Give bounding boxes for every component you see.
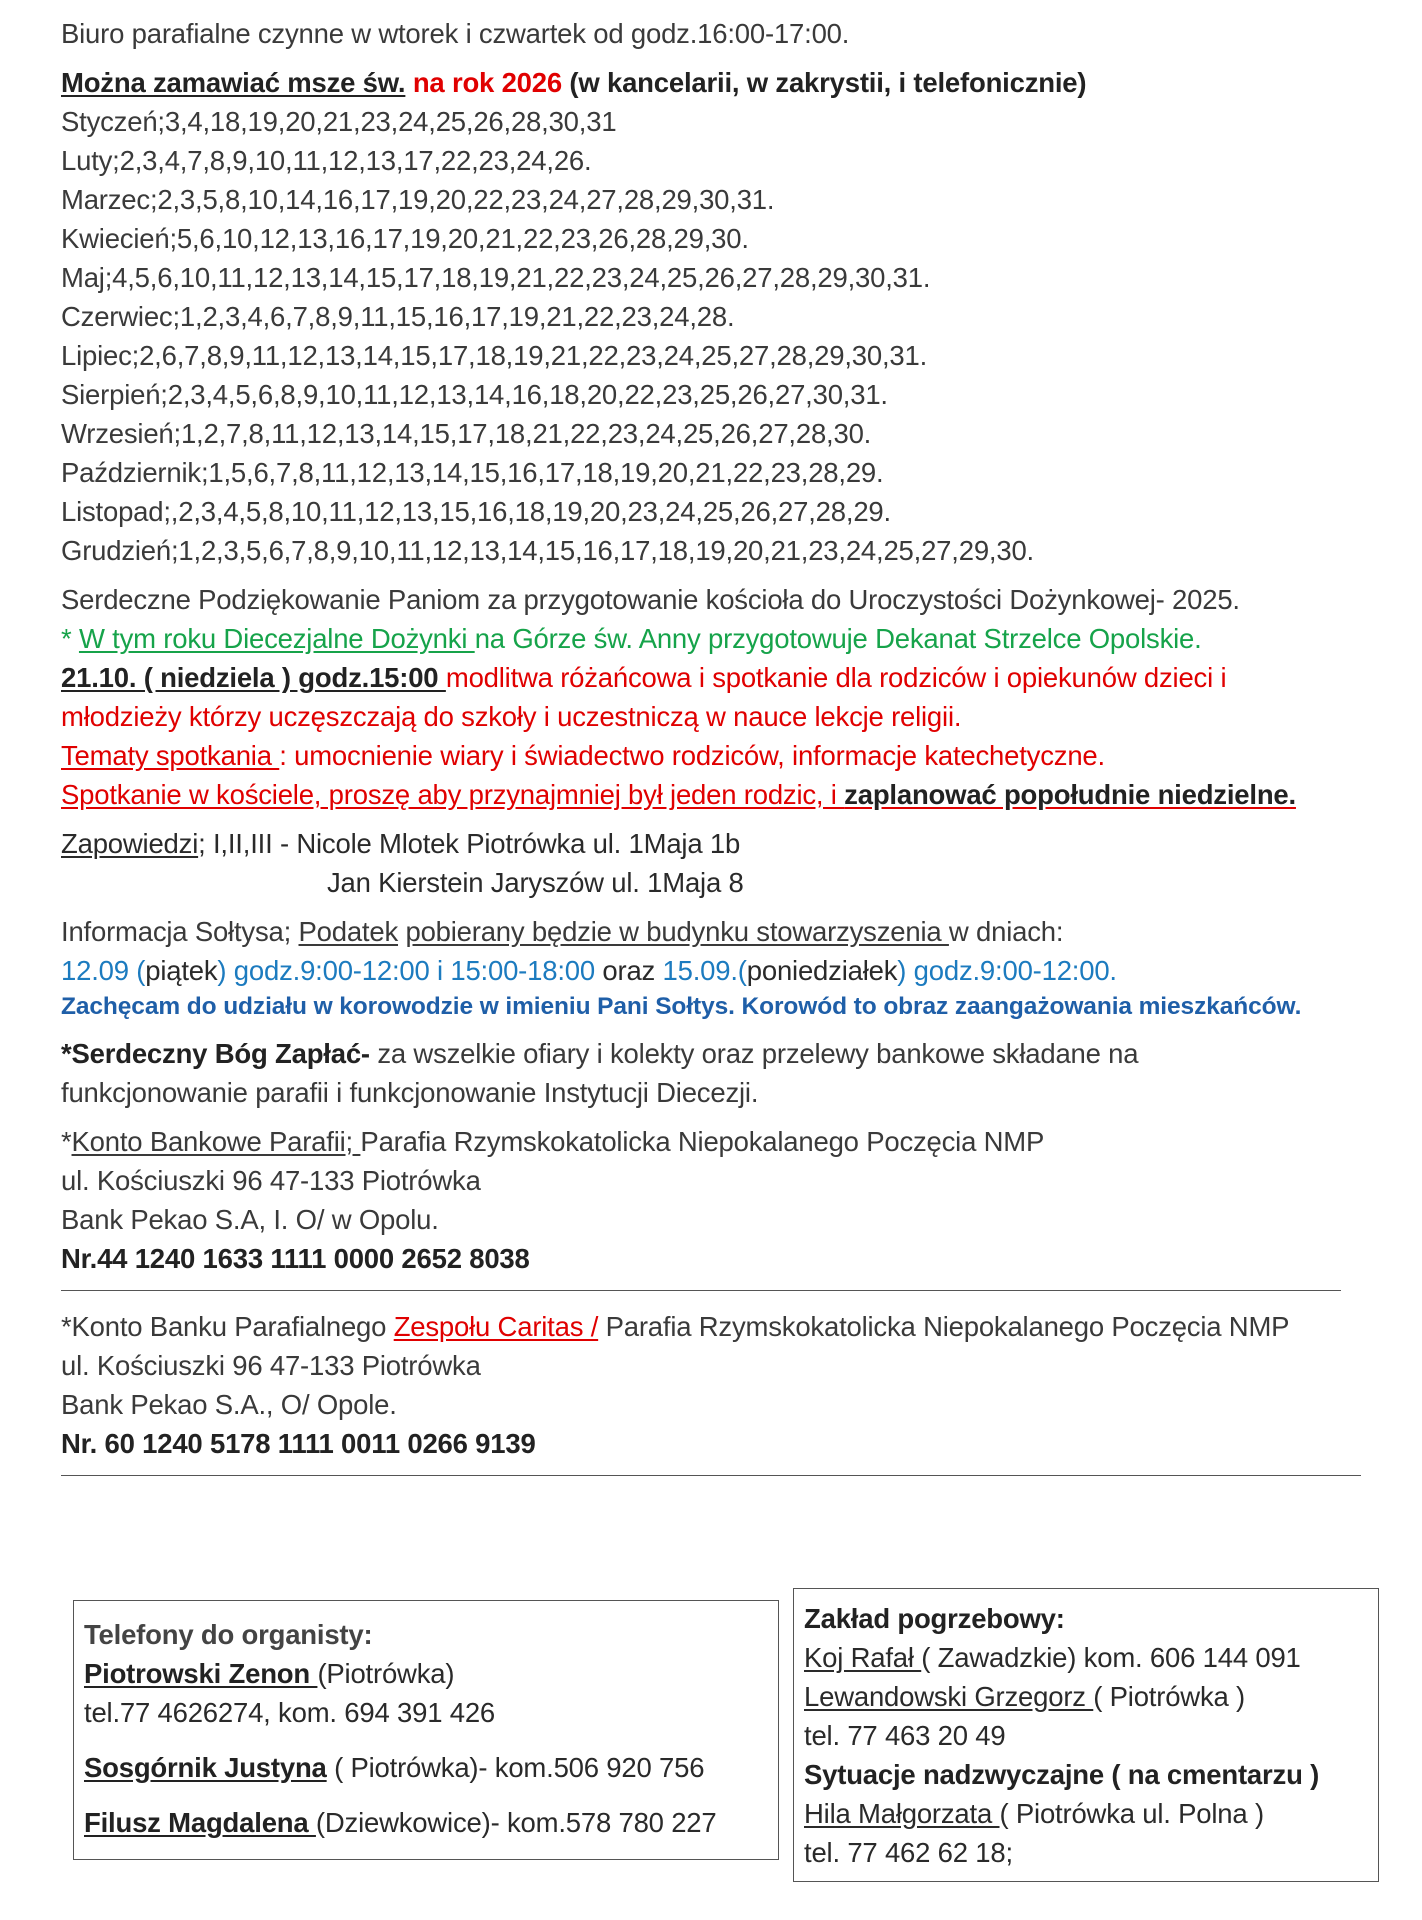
day-monday: poniedziałek (746, 955, 898, 986)
meeting-parents-note (61, 775, 1381, 814)
harvest-star: * (61, 623, 79, 654)
and-word: oraz (602, 955, 656, 986)
caritas-account-line (61, 1307, 1381, 1346)
organist-3-name: Filusz Magdalena (84, 1807, 316, 1838)
date-2: 15.09.( (655, 955, 747, 986)
month-december: Grudzień;1,2,3,5,6,7,8,9,10,11,12,13,14,15,16,17,18,19,20,21,23,24,25,27,29,30. (61, 535, 1034, 566)
meeting-text-1: modlitwa różańcowa i spotkanie dla rodziców i opiekunów dzieci i (445, 662, 1227, 693)
donations-text: za wszelkie ofiary i kolekty oraz przelewy bankowe składane na (369, 1038, 1139, 1069)
caritas-number: Nr. 60 1240 5178 1111 0011 0266 9139 (61, 1428, 536, 1459)
emergency-heading: Sytuacje nadzwyczajne ( na cmentarzu ) (804, 1759, 1320, 1790)
funeral-2-phone: tel. 77 463 20 49 (804, 1720, 1006, 1751)
meeting-topics-text: : umocnienie wiary i świadectwo rodziców, informacje katechetyczne. (279, 740, 1105, 771)
date-1: 12.09 ( (61, 955, 146, 986)
month-may: Maj;4,5,6,10,11,12,13,14,15,17,18,19,21,22,23,24,25,26,27,28,29,30,31. (61, 262, 931, 293)
parish-account-bank: Bank Pekao S.A, I. O/ w Opolu. (61, 1204, 439, 1235)
organist-3-details: (Dziewkowice)- kom.578 780 227 (315, 1807, 717, 1838)
soltys-days: w dniach: (948, 916, 1064, 947)
organist-2-details: ( Piotrówka)- kom.506 920 756 (326, 1752, 705, 1783)
organist-box-title: Telefony do organisty: (84, 1619, 373, 1650)
donations-thanks: *Serdeczny Bóg Zapłać- (61, 1038, 370, 1069)
soltys-location: pobierany będzie w budynku stowarzyszenia (405, 916, 949, 947)
funeral-3-place: ( Piotrówka ul. Polna ) (999, 1798, 1264, 1829)
organist-1-phone: tel.77 4626274, kom. 694 391 426 (84, 1697, 496, 1728)
funeral-2 (804, 1677, 1368, 1716)
mass-orders-heading-main: Można zamawiać msze św. (61, 67, 406, 98)
month-october: Październik;1,5,6,7,8,11,12,13,14,15,16,17,18,19,20,21,22,23,28,29. (61, 457, 884, 488)
parade-invite: Zachęcam do udziału w korowodzie w imieniu Pani Sołtys. Korowód to obraz zaangażowania mieszkańców. (61, 993, 1302, 1020)
funeral-box-title: Zakład pogrzebowy: (804, 1603, 1065, 1634)
funeral-2-place: ( Piotrówka ) (1093, 1681, 1246, 1712)
banns-suffix: ; I,II,III - (198, 828, 297, 859)
banns-person-1: Nicole Mlotek Piotrówka ul. 1Maja 1b (296, 828, 741, 859)
soltys-tax: Podatek (298, 916, 399, 947)
meeting-plan-afternoon: zaplanować popołudnie niedzielne. (844, 779, 1296, 810)
soltys-info (61, 912, 1381, 951)
funeral-1 (804, 1638, 1368, 1677)
organist-3 (84, 1803, 768, 1842)
parish-account-star: * (61, 1126, 72, 1157)
mass-dates-list (61, 102, 1381, 570)
bulletin-page (61, 14, 1381, 1492)
meeting-line-1 (61, 658, 1381, 697)
organist-contacts-box (73, 1600, 779, 1860)
organist-1-name: Piotrowski Zenon (84, 1658, 318, 1689)
month-august: Sierpień;2,3,4,5,6,8,9,10,11,12,13,14,16,18,20,22,23,25,26,27,30,31. (61, 379, 888, 410)
banns-line-1 (61, 824, 1381, 863)
thanks-note: Serdeczne Podziękowanie Paniom za przygotowanie kościoła do Uroczystości Dożynkowej- 2025. (61, 584, 1240, 615)
month-march: Marzec;2,3,5,8,10,14,16,17,19,20,22,23,24,27,28,29,30,31. (61, 184, 775, 215)
mass-orders-year: na rok 2026 (405, 67, 562, 98)
caritas-bank: Bank Pekao S.A., O/ Opole. (61, 1389, 397, 1420)
parish-account-name: Parafia Rzymskokatolicka Niepokalanego Poczęcia NMP (360, 1126, 1045, 1157)
funeral-3-name: Hila Małgorzata (804, 1798, 1000, 1829)
day-friday: piątek (145, 955, 218, 986)
month-september: Wrzesień;1,2,7,8,11,12,13,14,15,17,18,21,22,23,24,25,26,27,28,30. (61, 418, 872, 449)
caritas-address: ul. Kościuszki 96 47-133 Piotrówka (61, 1350, 481, 1381)
month-april: Kwiecień;5,6,10,12,13,16,17,19,20,21,22,23,26,28,29,30. (61, 223, 749, 254)
meeting-parents-text: Spotkanie w kościele, proszę aby przynajmniej był jeden rodzic, i (61, 779, 845, 810)
organist-1-place: (Piotrówka) (317, 1658, 455, 1689)
caritas-name: Parafia Rzymskokatolicka Niepokalanego Poczęcia NMP (598, 1311, 1290, 1342)
organist-2-name: Sosgórnik Justyna (84, 1752, 327, 1783)
caritas-prefix: *Konto Banku Parafialnego (61, 1311, 394, 1342)
month-january: Styczeń;3,4,18,19,20,21,23,24,25,26,28,30,31 (61, 106, 617, 137)
donations-line-1 (61, 1034, 1381, 1073)
month-june: Czerwiec;1,2,3,4,6,7,8,9,11,15,16,17,19,21,22,23,24,28. (61, 301, 735, 332)
mass-orders-heading (61, 63, 1381, 102)
office-hours: Biuro parafialne czynne w wtorek i czwartek od godz.16:00-17:00. (61, 18, 850, 49)
donations-line-2: funkcjonowanie parafii i funkcjonowanie Instytucji Diecezji. (61, 1077, 759, 1108)
meeting-topics-label: Tematy spotkania (61, 740, 280, 771)
harvest-rest: na Górze św. Anny przygotowuje Dekanat Strzelce Opolskie. (474, 623, 1202, 654)
banns-label: Zapowiedzi (61, 828, 199, 859)
funeral-1-name: Koj Rafał (804, 1642, 922, 1673)
parish-account-address: ul. Kościuszki 96 47-133 Piotrówka (61, 1165, 481, 1196)
soltys-label: Informacja Sołtysa; (61, 916, 299, 947)
soltys-dates (61, 951, 1381, 990)
meeting-line-2: młodzieży którzy uczęszczają do szkoły i uczestniczą w nauce lekcje religii. (61, 701, 962, 732)
divider-1 (61, 1290, 1341, 1291)
parish-account-line (61, 1122, 1381, 1161)
funeral-contacts-box (793, 1588, 1379, 1882)
mass-orders-where: (w kancelarii, w zakrystii, i telefonicznie) (561, 67, 1087, 98)
harvest-link: W tym roku Diecezjalne Dożynki (78, 623, 475, 654)
funeral-1-details: ( Zawadzkie) kom. 606 144 091 (921, 1642, 1301, 1673)
hours-1: ) godz.9:00-12:00 i 15:00-18:00 (217, 955, 603, 986)
parish-account-label: Konto Bankowe Parafii; (71, 1126, 361, 1157)
funeral-3 (804, 1794, 1368, 1833)
month-february: Luty;2,3,4,7,8,9,10,11,12,13,17,22,23,24,26. (61, 145, 592, 176)
meeting-topics (61, 736, 1381, 775)
meeting-date: 21.10. ( niedziela ) godz.15:00 (61, 662, 446, 693)
harvest-note (61, 619, 1381, 658)
month-july: Lipiec;2,6,7,8,9,11,12,13,14,15,17,18,19,21,22,23,24,25,27,28,29,30,31. (61, 340, 928, 371)
banns-person-2: Jan Kierstein Jaryszów ul. 1Maja 8 (327, 867, 744, 898)
parish-account-number: Nr.44 1240 1633 1111 0000 2652 8038 (61, 1243, 530, 1274)
organist-1 (84, 1654, 768, 1693)
caritas-label: Zespołu Caritas / (393, 1311, 599, 1342)
divider-2 (61, 1475, 1361, 1476)
funeral-3-phone: tel. 77 462 62 18; (804, 1837, 1013, 1868)
funeral-2-name: Lewandowski Grzegorz (804, 1681, 1094, 1712)
organist-2 (84, 1748, 768, 1787)
hours-2: ) godz.9:00-12:00. (897, 955, 1117, 986)
month-november: Listopad;,2,3,4,5,8,10,11,12,13,15,16,18,19,20,23,24,25,26,27,28,29. (61, 496, 891, 527)
